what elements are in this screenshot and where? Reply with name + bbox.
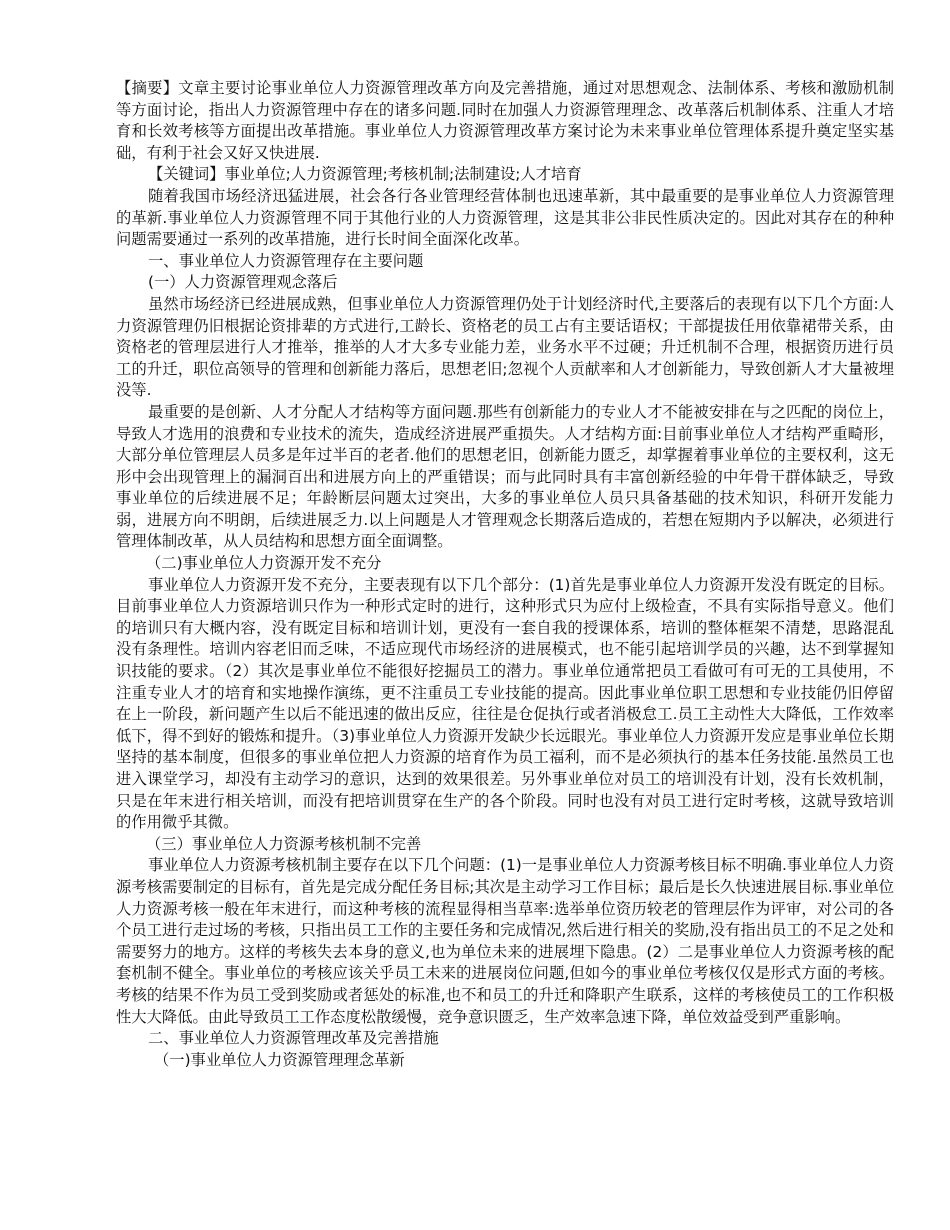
subsection-heading-1-1: (一）人力资源管理观念落后 — [148, 273, 338, 292]
section-heading-1: 一、事业单位人力资源管理存在主要问题 — [148, 251, 424, 270]
subsection-heading-1-2: （二)事业单位人力资源开发不充分 — [146, 554, 382, 573]
body-paragraph: 事业单位人力资源开发不充分，主要表现有以下几个部分：(1)首先是事业单位人力资源开发没有既定的目标。目前事业单位人力资源培训只作为一种形式定时的进行，这种形式只为应付上级检查，不具有实际指导意义。他们的培训只有大概内容，没有既定目标和培训计划，更没有一套自我的授课体系，培训的整体框架不清楚，思路混乱没有条理性。培训内容老旧而乏味，不适应现代市场经济的进展模式，也不能引起培训学员的兴趣，达不到掌握知识技能的要求。（2）其次是事业单位不能很好挖掘员工的潜力。事业单位通常把员工看做可有可无的工具使用，不注重专业人才的培育和实地操作演练，更不注重员工专业技能的提高。因此事业单位职工思想和专业技能仍旧停留在上一阶段，新问题产生以后不能迅速的做出反应，往往是仓促执行或者消极怠工.员工主动性大大降低，工作效率低下，得不到好的锻炼和提升。（3)事业单位人力资源开发缺少长远眼光。事业单位人力资源开发应是事业单位长期坚持的基本制度，但很多的事业单位把人力资源的培育作为员工福利，而不是必须执行的基本任务技能.虽然员工也进入课堂学习，却没有主动学习的意识，达到的效果很差。另外事业单位对员工的培训没有计划，没有长效机制，只是在年末进行相关培训，而没有把培训贯穿在生产的各个阶段。同时也没有对员工进行定时考核，这就导致培训的作用微乎其微。 — [116, 575, 894, 832]
body-paragraph: 虽然市场经济已经进展成熟，但事业单位人力资源管理仍处于计划经济时代,主要落后的表现有以下几个方面:人力资源管理仍旧根据论资排辈的方式进行,工龄长、资格老的员工占有主要话语权；干部提拔任用依靠裙带关系，由资格老的管理层进行人才推举，推举的人才大多专业能力差，业务水平不过硬；升迁机制不合理，根据资历进行员工的升迁，职位高领导的管理和创新能力落后，思想老旧;忽视个人贡献率和人才创新能力，导致创新人才大量被埋没等. — [116, 294, 894, 400]
subsection-heading-1-3: （三）事业单位人力资源考核机制不完善 — [146, 834, 422, 853]
abstract-paragraph: 【摘要】文章主要讨论事业单位人力资源管理改革方向及完善措施，通过对思想观念、法制体系、考核和激励机制等方面讨论，指出人力资源管理中存在的诸多问题.同时在加强人力资源管理理念、改革落后机制体系、注重人才培育和长效考核等方面提出改革措施。事业单位人力资源管理改革方案讨论为未来事业单位管理体系提升奠定坚实基础，有利于社会又好又快进展. — [116, 79, 894, 162]
subsection-heading-2-1: （一)事业单位人力资源管理理念革新 — [154, 1050, 405, 1069]
intro-paragraph: 随着我国市场经济迅猛进展，社会各行各业管理经营体制也迅速革新，其中最重要的是事业单位人力资源管理的革新.事业单位人力资源管理不同于其他行业的人力资源管理，这是其非公非民性质决定的。因此对其存在的种种问题需要通过一系列的改革措施，进行长时间全面深化改革。 — [116, 186, 894, 249]
body-paragraph: 事业单位人力资源考核机制主要存在以下几个问题：(1)一是事业单位人力资源考核目标不明确.事业单位人力资源考核需要制定的目标有，首先是完成分配任务目标;其次是主动学习工作目标；最后是长久快速进展目标.事业单位人力资源考核一般在年末进行，而这种考核的流程显得相当草率:选举单位资历较老的管理层作为评审，对公司的各个员工进行走过场的考核，只指出员工工作的主要任务和完成情况,然后进行相关的奖励,没有指出员工的不足之处和需要努力的地方。这样的考核失去本身的意义,也为单位未来的进展埋下隐患。(2）二是事业单位人力资源考核的配套机制不健全。事业单位的考核应该关乎员工未来的进展岗位问题,但如今的事业单位考核仅仅是形式方面的考核。考核的结果不作为员工受到奖励或者惩处的标准,也不和员工的升迁和降职产生联系，这样的考核使员工的工作积极性大大降低。由此导致员工工作态度松散缓慢，竞争意识匮乏，生产效率急速下降，单位效益受到严重影响。 — [116, 856, 894, 1026]
body-paragraph: 最重要的是创新、人才分配人才结构等方面问题.那些有创新能力的专业人才不能被安排在与之匹配的岗位上，导致人才选用的浪费和专业技术的流失，造成经济进展严重损失。人才结构方面:目前事业单位人才结构严重畸形，大部分单位管理层人员多是年过半百的老者.他们的思想老旧，创新能力匮乏，却掌握着事业单位的主要权利，这无形中会出现管理上的漏洞百出和进展方向上的严重错误；而与此同时具有丰富创新经验的中年骨干群体缺乏，导致事业单位的后续进展不足；年龄断层问题太过突出，大多的事业单位人员只具备基础的技术知识，科研开发能力弱，进展方向不明朗，后续进展乏力.以上问题是人才管理观念长期落后造成的，若想在短期内予以解决，必须进行管理体制改革，从人员结构和思想方面全面调整。 — [116, 402, 894, 551]
keywords-paragraph: 【关键词】事业单位;人力资源管理;考核机制;法制建设;人才培育 — [148, 165, 582, 184]
section-heading-2: 二、事业单位人力资源管理改革及完善措施 — [148, 1029, 439, 1048]
